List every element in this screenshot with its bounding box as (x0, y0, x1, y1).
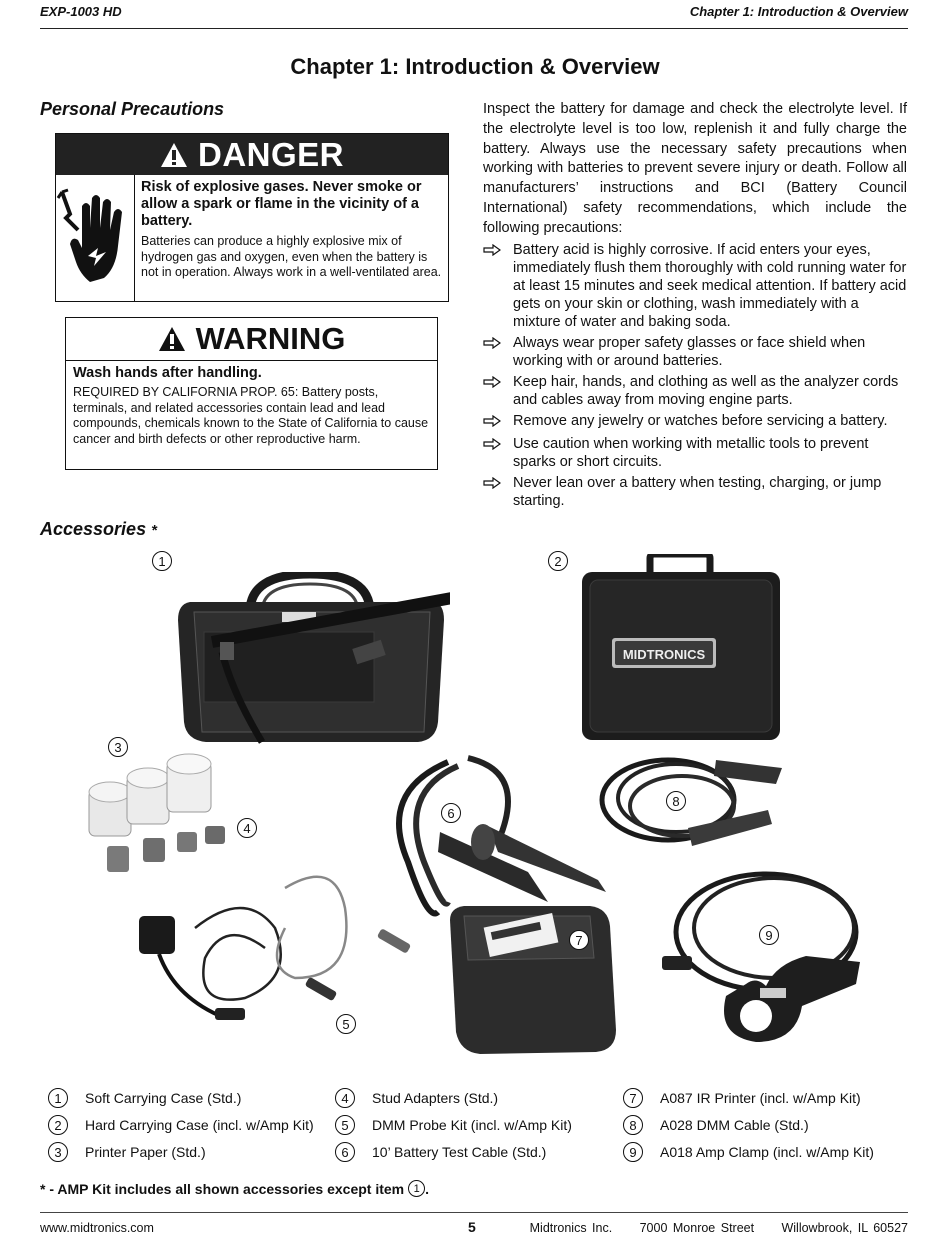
footer-website: www.midtronics.com (40, 1221, 154, 1235)
legend-label: A087 IR Printer (incl. w/Amp Kit) (660, 1090, 861, 1106)
soft-carrying-case-image (172, 572, 450, 750)
hard-carrying-case-image (582, 554, 780, 740)
legend-item (335, 1142, 546, 1162)
list-item-text: Always wear proper safety glasses or face shield when working with or around batteries. (513, 334, 866, 369)
danger-label: DANGER (197, 135, 344, 173)
footer-street: 7000 Monroe Street (639, 1221, 755, 1235)
item-number-marker: 6 (441, 803, 461, 823)
legend-label: 10’ Battery Test Cable (Std.) (372, 1144, 547, 1160)
legend-number: 9 (623, 1142, 643, 1162)
warning-box (65, 317, 438, 470)
arrow-icon (483, 373, 513, 409)
legend-number: 3 (48, 1142, 68, 1162)
personal-precautions-heading: Personal Precautions (40, 99, 225, 119)
legend-label: Soft Carrying Case (Std.) (85, 1090, 242, 1106)
warning-main-text: Wash hands after handling. (73, 365, 262, 381)
arrow-icon (483, 241, 513, 331)
page-number: 5 (468, 1219, 476, 1235)
legend-number: 1 (48, 1088, 68, 1108)
legend-number: 5 (335, 1115, 355, 1135)
printer-paper-rolls-image (89, 754, 211, 836)
list-item-text: Use caution when working with metallic tools to prevent sparks or short circuits. (513, 435, 869, 470)
precaution-list (483, 241, 907, 510)
danger-detail-text: Batteries can produce a highly explosive mix of hydrogen gas and oxygen, even when the battery is not in operation. Always work in a well-ventilated area. (141, 234, 442, 279)
legend-number: 7 (623, 1088, 643, 1108)
danger-main-text: Risk of explosive gases. Never smoke or allow a spark or flame in the vicinity of a battery. (141, 179, 422, 229)
list-item (483, 412, 907, 432)
item-number-marker: 9 (759, 925, 779, 945)
warning-banner (66, 318, 437, 361)
accessories-heading-text: Accessories (40, 519, 147, 539)
arrow-icon (483, 334, 513, 370)
footer-city: Willowbrook, IL 60527 (781, 1221, 908, 1235)
list-item (483, 373, 907, 409)
dmm-cable-image (596, 748, 786, 866)
item-number-marker: 2 (548, 551, 568, 571)
arrow-icon (483, 412, 513, 432)
chapter-title: Chapter 1: Introduction & Overview (290, 54, 660, 79)
list-item (483, 241, 907, 331)
legend-item (335, 1088, 498, 1108)
warning-label: WARNING (195, 321, 346, 356)
warning-detail-text: REQUIRED BY CALIFORNIA PROP. 65: Battery posts, terminals, and related accessories contain lead and lead compounds, chemicals known to the State of California to cause cancer and birth defects or other reproductive harm. (73, 385, 429, 446)
list-item (483, 474, 907, 510)
amp-clamp-image (656, 866, 864, 1048)
item-number-marker: 8 (666, 791, 686, 811)
intro-paragraph: Inspect the battery for damage and check the electrolyte level. If the electrolyte level is too low, replenish it and fully charge the battery. Always use the necessary safety precautions when working with batteries to prevent severe injury or death. Follow all manufacturers’ instructions and BCI (Battery Council International) safety recommendations, which include the following precautions: (483, 101, 907, 236)
legend-number: 6 (335, 1142, 355, 1162)
legend-item (623, 1088, 861, 1108)
footnote-end: . (425, 1180, 430, 1197)
footnote-text: * - AMP Kit includes all shown accessories except item (40, 1180, 405, 1197)
legend-label: Stud Adapters (Std.) (372, 1090, 499, 1106)
dmm-probe-kit-image (135, 868, 415, 1044)
danger-banner (56, 134, 448, 175)
list-item-text: Never lean over a battery when testing, charging, or jump starting. (513, 474, 882, 509)
accessories-heading (40, 519, 157, 540)
header-divider (40, 28, 908, 29)
item-number-marker: 5 (336, 1014, 356, 1034)
danger-box (55, 133, 449, 302)
item-number-marker: 7 (569, 930, 589, 950)
legend-item (623, 1115, 809, 1135)
legend-label: A018 Amp Clamp (incl. w/Amp Kit) (660, 1144, 874, 1160)
legend-item (48, 1115, 314, 1135)
legend-label: DMM Probe Kit (incl. w/Amp Kit) (372, 1117, 572, 1133)
precautions-text-column (483, 100, 907, 513)
arrow-icon (483, 435, 513, 471)
warning-triangle-icon (160, 142, 188, 168)
legend-item (48, 1088, 241, 1108)
doc-model-header: EXP-1003 HD (40, 4, 122, 19)
footer-divider (40, 1212, 908, 1213)
case-brand-label: MIDTRONICS (622, 647, 706, 662)
legend-label: Hard Carrying Case (incl. w/Amp Kit) (85, 1117, 314, 1133)
item-number-marker: 3 (108, 737, 128, 757)
list-item-text: Battery acid is highly corrosive. If acid enters your eyes, immediately flush them thoroughly with cold running water for at least 15 minutes and seek medical attention. If battery acid gets on your skin or clothing, wash immediately with a mixture of water and baking soda. (513, 241, 907, 330)
legend-label: A028 DMM Cable (Std.) (660, 1117, 809, 1133)
ir-printer-image (440, 900, 618, 1058)
footer-company: Midtronics Inc. (529, 1221, 613, 1235)
list-item-text: Keep hair, hands, and clothing as well as the analyzer cords and cables away from moving engine parts. (513, 373, 899, 408)
item-number-marker: 1 (152, 551, 172, 571)
amp-kit-footnote (40, 1180, 429, 1197)
electric-shock-hand-icon (56, 175, 135, 301)
chapter-header: Chapter 1: Introduction & Overview (689, 4, 908, 19)
legend-item (623, 1142, 874, 1162)
legend-number: 4 (335, 1088, 355, 1108)
legend-number: 8 (623, 1115, 643, 1135)
footer-address (530, 1221, 908, 1235)
warning-triangle-icon (158, 326, 186, 352)
list-item-text: Remove any jewelry or watches before servicing a battery. (513, 412, 888, 429)
list-item (483, 334, 907, 370)
legend-item (335, 1115, 572, 1135)
footnote-item-number: 1 (408, 1180, 425, 1197)
item-number-marker: 4 (237, 818, 257, 838)
legend-number: 2 (48, 1115, 68, 1135)
accessories-asterisk: * (151, 522, 157, 539)
legend-item (48, 1142, 206, 1162)
legend-label: Printer Paper (Std.) (85, 1144, 206, 1160)
arrow-icon (483, 474, 513, 510)
list-item (483, 435, 907, 471)
